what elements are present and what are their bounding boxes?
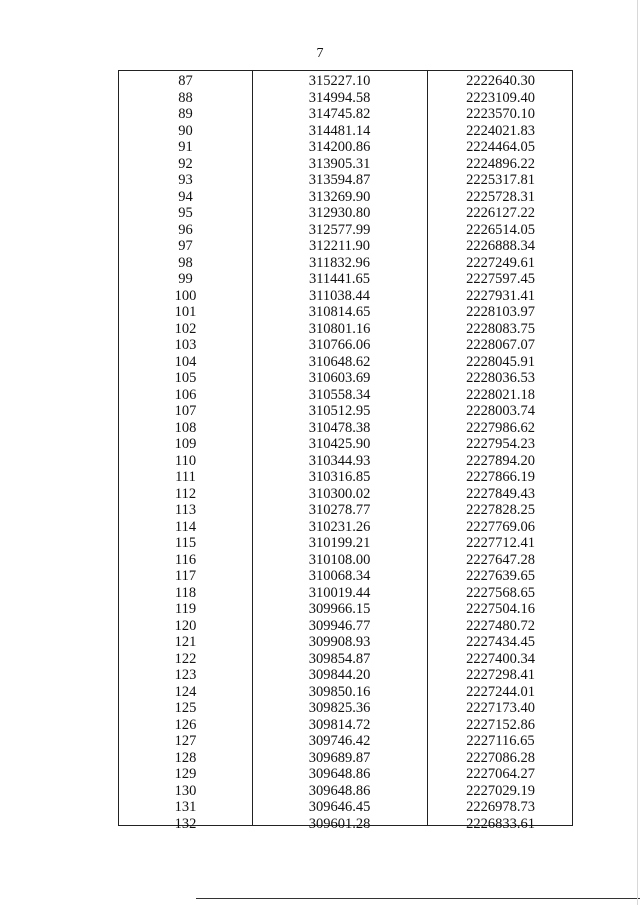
point-number-cell: 125 bbox=[174, 700, 197, 716]
y-coordinate-cell: 2227647.28 bbox=[466, 551, 535, 568]
x-coordinate-cell: 312211.90 bbox=[308, 238, 371, 254]
x-coordinate-cell: 312577.99 bbox=[308, 221, 371, 238]
table-row bbox=[119, 304, 572, 321]
point-number-cell: 106 bbox=[174, 386, 197, 403]
table-row bbox=[119, 123, 572, 140]
x-coordinate-cell: 312930.80 bbox=[308, 205, 371, 221]
table-row bbox=[119, 172, 572, 189]
x-coordinate-cell: 310766.06 bbox=[308, 337, 371, 353]
point-number-cell: 98 bbox=[178, 254, 193, 271]
y-coordinate-cell: 2227504.16 bbox=[466, 601, 535, 617]
table-row bbox=[119, 634, 572, 651]
x-coordinate-cell: 310231.26 bbox=[308, 518, 371, 535]
y-coordinate-cell: 2228021.18 bbox=[466, 386, 535, 403]
table-row bbox=[119, 73, 572, 90]
point-number-cell: 129 bbox=[174, 766, 197, 782]
point-number-cell: 96 bbox=[178, 221, 193, 238]
point-number-cell: 93 bbox=[178, 172, 193, 188]
x-coordinate-cell: 313269.90 bbox=[308, 188, 371, 205]
point-number-cell: 87 bbox=[178, 73, 193, 89]
point-number-cell: 89 bbox=[178, 106, 193, 122]
table-row bbox=[119, 222, 572, 239]
y-coordinate-cell: 2228067.07 bbox=[466, 337, 535, 353]
x-coordinate-cell: 315227.10 bbox=[308, 73, 371, 89]
table-row bbox=[119, 156, 572, 173]
y-coordinate-cell: 2227639.65 bbox=[466, 568, 535, 584]
point-number-cell: 91 bbox=[178, 139, 193, 155]
footer-rule bbox=[196, 898, 640, 899]
table-row bbox=[119, 255, 572, 272]
table-row bbox=[119, 651, 572, 668]
x-coordinate-cell: 309689.87 bbox=[308, 749, 371, 766]
x-coordinate-cell: 311441.65 bbox=[308, 271, 371, 287]
x-coordinate-cell: 310108.00 bbox=[308, 551, 371, 568]
x-coordinate-cell: 310300.02 bbox=[308, 485, 371, 502]
y-coordinate-cell: 2228045.91 bbox=[466, 353, 535, 370]
y-coordinate-cell: 2227029.19 bbox=[466, 782, 535, 799]
y-coordinate-cell: 2223109.40 bbox=[466, 89, 535, 106]
x-coordinate-cell: 310068.34 bbox=[308, 568, 371, 584]
x-coordinate-cell: 310558.34 bbox=[308, 386, 371, 403]
y-coordinate-cell: 2228103.97 bbox=[466, 304, 535, 320]
x-coordinate-cell: 314481.14 bbox=[308, 122, 371, 139]
y-coordinate-cell: 2227712.41 bbox=[466, 535, 535, 551]
point-number-cell: 107 bbox=[174, 403, 197, 419]
table-row bbox=[119, 585, 572, 602]
point-number-cell: 128 bbox=[174, 749, 197, 766]
point-number-cell: 103 bbox=[174, 337, 197, 353]
x-coordinate-cell: 309601.28 bbox=[308, 815, 371, 832]
table-row bbox=[119, 799, 572, 816]
table-row bbox=[119, 139, 572, 156]
table-row bbox=[119, 766, 572, 783]
table-row bbox=[119, 189, 572, 206]
x-coordinate-cell: 309850.16 bbox=[308, 683, 371, 700]
y-coordinate-cell: 2228003.74 bbox=[466, 403, 535, 419]
x-coordinate-cell: 310199.21 bbox=[308, 535, 371, 551]
y-coordinate-cell: 2222640.30 bbox=[466, 73, 535, 89]
point-number-cell: 90 bbox=[178, 122, 193, 139]
table-row bbox=[119, 453, 572, 470]
x-coordinate-cell: 310344.93 bbox=[308, 452, 371, 469]
x-coordinate-cell: 314745.82 bbox=[308, 106, 371, 122]
y-coordinate-cell: 2228083.75 bbox=[466, 320, 535, 337]
point-number-cell: 119 bbox=[174, 601, 197, 617]
y-coordinate-cell: 2224464.05 bbox=[466, 139, 535, 155]
table-body bbox=[119, 73, 572, 832]
y-coordinate-cell: 2226833.61 bbox=[466, 815, 535, 832]
table-row bbox=[119, 420, 572, 437]
point-number-cell: 121 bbox=[174, 634, 197, 650]
x-coordinate-cell: 314200.86 bbox=[308, 139, 371, 155]
x-coordinate-cell: 310814.65 bbox=[308, 304, 371, 320]
x-coordinate-cell: 309648.86 bbox=[308, 766, 371, 782]
table-row bbox=[119, 469, 572, 486]
x-coordinate-cell: 313594.87 bbox=[308, 172, 371, 188]
table-row bbox=[119, 552, 572, 569]
y-coordinate-cell: 2228036.53 bbox=[466, 370, 535, 386]
y-coordinate-cell: 2227931.41 bbox=[466, 287, 535, 304]
y-coordinate-cell: 2227568.65 bbox=[466, 584, 535, 601]
page-number: 7 bbox=[316, 46, 324, 61]
x-coordinate-cell: 310512.95 bbox=[308, 403, 371, 419]
x-coordinate-cell: 310019.44 bbox=[308, 584, 371, 601]
table-row bbox=[119, 502, 572, 519]
table-row bbox=[119, 783, 572, 800]
point-number-cell: 126 bbox=[174, 716, 197, 733]
y-coordinate-cell: 2227116.65 bbox=[466, 733, 535, 749]
point-number-cell: 92 bbox=[178, 155, 193, 172]
point-number-cell: 104 bbox=[174, 353, 197, 370]
table-row bbox=[119, 106, 572, 123]
point-number-cell: 97 bbox=[178, 238, 193, 254]
point-number-cell: 131 bbox=[174, 799, 197, 815]
x-coordinate-cell: 311038.44 bbox=[308, 287, 371, 304]
point-number-cell: 95 bbox=[178, 205, 193, 221]
point-number-cell: 112 bbox=[174, 485, 197, 502]
x-coordinate-cell: 309966.15 bbox=[308, 601, 371, 617]
x-coordinate-cell: 313905.31 bbox=[308, 155, 371, 172]
table-row bbox=[119, 618, 572, 635]
y-coordinate-cell: 2227249.61 bbox=[466, 254, 535, 271]
y-coordinate-cell: 2227986.62 bbox=[466, 419, 535, 436]
point-number-cell: 109 bbox=[174, 436, 197, 452]
x-coordinate-cell: 309825.36 bbox=[308, 700, 371, 716]
x-coordinate-cell: 309814.72 bbox=[308, 716, 371, 733]
y-coordinate-cell: 2227954.23 bbox=[466, 436, 535, 452]
point-number-cell: 132 bbox=[174, 815, 197, 832]
y-coordinate-cell: 2227086.28 bbox=[466, 749, 535, 766]
table-row bbox=[119, 486, 572, 503]
point-number-cell: 118 bbox=[174, 584, 197, 601]
y-coordinate-cell: 2227480.72 bbox=[466, 617, 535, 634]
y-coordinate-cell: 2227894.20 bbox=[466, 452, 535, 469]
y-coordinate-cell: 2226127.22 bbox=[466, 205, 535, 221]
y-coordinate-cell: 2227597.45 bbox=[466, 271, 535, 287]
point-number-cell: 110 bbox=[174, 452, 197, 469]
table-row bbox=[119, 750, 572, 767]
y-coordinate-cell: 2224021.83 bbox=[466, 122, 535, 139]
table-row bbox=[119, 321, 572, 338]
point-number-cell: 88 bbox=[178, 89, 193, 106]
table-row bbox=[119, 700, 572, 717]
y-coordinate-cell: 2227298.41 bbox=[466, 667, 535, 683]
x-coordinate-cell: 311832.96 bbox=[308, 254, 371, 271]
y-coordinate-cell: 2225728.31 bbox=[466, 188, 535, 205]
point-number-cell: 101 bbox=[174, 304, 197, 320]
table-row bbox=[119, 354, 572, 371]
x-coordinate-cell: 310278.77 bbox=[308, 502, 371, 518]
point-number-cell: 115 bbox=[174, 535, 197, 551]
y-coordinate-cell: 2227828.25 bbox=[466, 502, 535, 518]
point-number-cell: 123 bbox=[174, 667, 197, 683]
y-coordinate-cell: 2226978.73 bbox=[466, 799, 535, 815]
table-row bbox=[119, 667, 572, 684]
table-row bbox=[119, 238, 572, 255]
y-coordinate-cell: 2223570.10 bbox=[466, 106, 535, 122]
x-coordinate-cell: 310648.62 bbox=[308, 353, 371, 370]
table-row bbox=[119, 535, 572, 552]
y-coordinate-cell: 2227866.19 bbox=[466, 469, 535, 485]
y-coordinate-cell: 2227244.01 bbox=[466, 683, 535, 700]
x-coordinate-cell: 309648.86 bbox=[308, 782, 371, 799]
y-coordinate-cell: 2227152.86 bbox=[466, 716, 535, 733]
table-row bbox=[119, 205, 572, 222]
y-coordinate-cell: 2227400.34 bbox=[466, 650, 535, 667]
point-number-cell: 114 bbox=[174, 518, 197, 535]
table-row bbox=[119, 601, 572, 618]
table-row bbox=[119, 519, 572, 536]
table-row bbox=[119, 370, 572, 387]
point-number-cell: 102 bbox=[174, 320, 197, 337]
point-number-cell: 130 bbox=[174, 782, 197, 799]
y-coordinate-cell: 2227434.45 bbox=[466, 634, 535, 650]
table-row bbox=[119, 717, 572, 734]
x-coordinate-cell: 310801.16 bbox=[308, 320, 371, 337]
y-coordinate-cell: 2227173.40 bbox=[466, 700, 535, 716]
x-coordinate-cell: 314994.58 bbox=[308, 89, 371, 106]
x-coordinate-cell: 309908.93 bbox=[308, 634, 371, 650]
y-coordinate-cell: 2226514.05 bbox=[466, 221, 535, 238]
point-number-cell: 120 bbox=[174, 617, 197, 634]
coordinates-table bbox=[118, 70, 573, 832]
point-number-cell: 122 bbox=[174, 650, 197, 667]
x-coordinate-cell: 309946.77 bbox=[308, 617, 371, 634]
y-coordinate-cell: 2224896.22 bbox=[466, 155, 535, 172]
point-number-cell: 124 bbox=[174, 683, 197, 700]
y-coordinate-cell: 2227769.06 bbox=[466, 518, 535, 535]
x-coordinate-cell: 309746.42 bbox=[308, 733, 371, 749]
x-coordinate-cell: 310603.69 bbox=[308, 370, 371, 386]
x-coordinate-cell: 310478.38 bbox=[308, 419, 371, 436]
table-row bbox=[119, 568, 572, 585]
point-number-cell: 117 bbox=[174, 568, 197, 584]
table-row bbox=[119, 387, 572, 404]
point-number-cell: 111 bbox=[175, 469, 196, 485]
x-coordinate-cell: 309844.20 bbox=[308, 667, 371, 683]
y-coordinate-cell: 2226888.34 bbox=[466, 238, 535, 254]
table-row bbox=[119, 337, 572, 354]
table-row bbox=[119, 816, 572, 833]
table-row bbox=[119, 733, 572, 750]
table-row bbox=[119, 271, 572, 288]
table-row bbox=[119, 436, 572, 453]
table-row bbox=[119, 90, 572, 107]
table-row bbox=[119, 684, 572, 701]
x-coordinate-cell: 310425.90 bbox=[308, 436, 371, 452]
point-number-cell: 94 bbox=[178, 188, 193, 205]
page-edge-line bbox=[637, 0, 638, 905]
x-coordinate-cell: 309646.45 bbox=[308, 799, 371, 815]
point-number-cell: 100 bbox=[174, 287, 197, 304]
y-coordinate-cell: 2227849.43 bbox=[466, 485, 535, 502]
point-number-cell: 99 bbox=[178, 271, 193, 287]
table-row bbox=[119, 288, 572, 305]
table-row bbox=[119, 403, 572, 420]
x-coordinate-cell: 309854.87 bbox=[308, 650, 371, 667]
point-number-cell: 108 bbox=[174, 419, 197, 436]
y-coordinate-cell: 2227064.27 bbox=[466, 766, 535, 782]
point-number-cell: 116 bbox=[174, 551, 197, 568]
point-number-cell: 105 bbox=[174, 370, 197, 386]
point-number-cell: 127 bbox=[174, 733, 197, 749]
y-coordinate-cell: 2225317.81 bbox=[466, 172, 535, 188]
x-coordinate-cell: 310316.85 bbox=[308, 469, 371, 485]
point-number-cell: 113 bbox=[174, 502, 197, 518]
